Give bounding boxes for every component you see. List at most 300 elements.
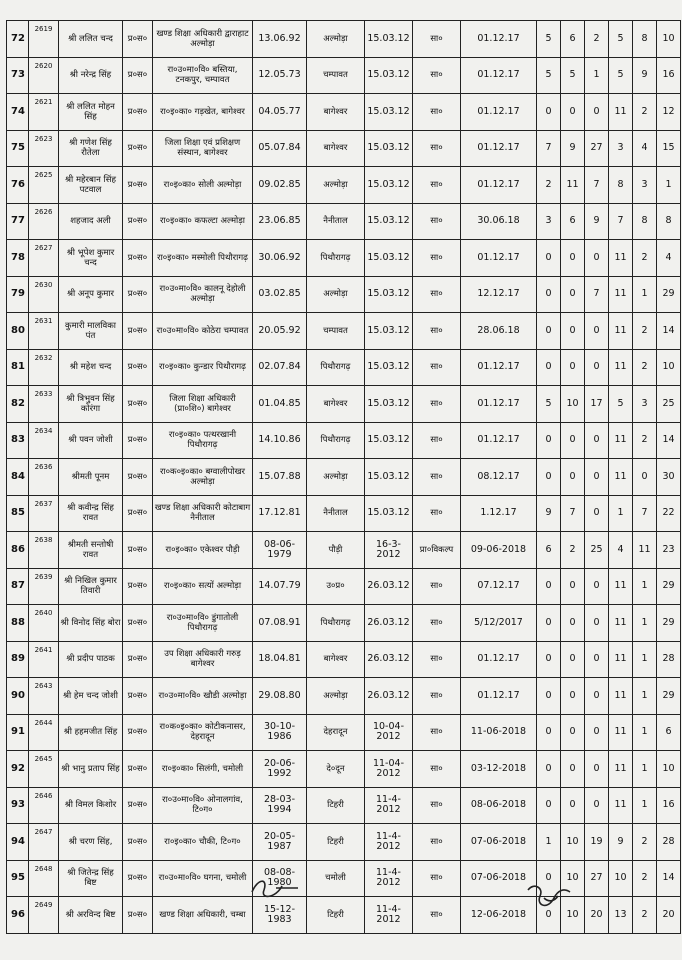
count-4-cell: 11	[609, 787, 633, 824]
count-6-cell: 20	[657, 897, 681, 934]
serial-number-cell: 84	[7, 459, 29, 496]
count-4-cell: 11	[609, 714, 633, 751]
seniority-id-cell: 2641	[29, 641, 59, 678]
count-1-cell: 7	[537, 130, 561, 167]
category-cell: सा०	[413, 167, 461, 204]
employee-name-cell: श्री गणेश सिंह रौतेला	[59, 130, 123, 167]
count-5-cell: 1	[633, 568, 657, 605]
serial-number-cell: 80	[7, 313, 29, 350]
posting-place-cell: रा०इ०का० पत्थरखानी पिथौरागढ़	[153, 422, 253, 459]
count-6-cell: 12	[657, 94, 681, 131]
count-4-cell: 11	[609, 459, 633, 496]
employee-name-cell: श्री ललित मोहन सिंह	[59, 94, 123, 131]
count-3-cell: 0	[585, 787, 609, 824]
home-district-cell: अल्मोड़ा	[307, 459, 365, 496]
home-district-cell: उ०प्र०	[307, 568, 365, 605]
seniority-id-cell: 2636	[29, 459, 59, 496]
count-3-cell: 0	[585, 641, 609, 678]
count-5-cell: 2	[633, 240, 657, 277]
count-5-cell: 0	[633, 459, 657, 496]
serial-number-cell: 86	[7, 532, 29, 569]
serial-number-cell: 93	[7, 787, 29, 824]
count-2-cell: 7	[561, 495, 585, 532]
posting-place-cell: उप शिक्षा अधिकारी गरुड़ बागेश्वर	[153, 641, 253, 678]
home-district-cell: बागेश्वर	[307, 386, 365, 423]
seniority-id-cell: 2620	[29, 57, 59, 94]
count-5-cell: 9	[633, 57, 657, 94]
home-district-cell: बागेश्वर	[307, 641, 365, 678]
count-3-cell: 0	[585, 568, 609, 605]
serial-number-cell: 88	[7, 605, 29, 642]
joining-date-cell: 15.03.12	[365, 276, 413, 313]
count-5-cell: 4	[633, 130, 657, 167]
joining-date-cell: 26.03.12	[365, 678, 413, 715]
table-row	[7, 568, 681, 605]
count-6-cell: 29	[657, 605, 681, 642]
serial-number-cell: 74	[7, 94, 29, 131]
table-row	[7, 386, 681, 423]
post-cell: प्र०स०	[123, 422, 153, 459]
count-3-cell: 0	[585, 678, 609, 715]
count-1-cell: 6	[537, 532, 561, 569]
count-1-cell: 0	[537, 787, 561, 824]
home-district-cell: पिथौरागढ़	[307, 349, 365, 386]
category-cell: सा०	[413, 94, 461, 131]
table-row	[7, 94, 681, 131]
category-cell: सा०	[413, 495, 461, 532]
count-3-cell: 0	[585, 751, 609, 788]
count-1-cell: 2	[537, 167, 561, 204]
count-4-cell: 11	[609, 313, 633, 350]
birth-date-cell: 02.07.84	[253, 349, 307, 386]
posting-place-cell: खण्ड शिक्षा अधिकारी, चम्बा	[153, 897, 253, 934]
count-3-cell: 0	[585, 495, 609, 532]
serial-number-cell: 96	[7, 897, 29, 934]
home-district-cell: बागेश्वर	[307, 130, 365, 167]
count-1-cell: 0	[537, 860, 561, 897]
count-3-cell: 0	[585, 240, 609, 277]
category-cell: सा०	[413, 313, 461, 350]
count-3-cell: 19	[585, 824, 609, 861]
count-4-cell: 11	[609, 349, 633, 386]
count-6-cell: 4	[657, 240, 681, 277]
home-district-cell: अल्मोड़ा	[307, 21, 365, 58]
count-2-cell: 0	[561, 678, 585, 715]
relieving-date-cell: 12.12.17	[461, 276, 537, 313]
count-4-cell: 11	[609, 94, 633, 131]
category-cell: सा०	[413, 860, 461, 897]
count-4-cell: 9	[609, 824, 633, 861]
serial-number-cell: 92	[7, 751, 29, 788]
seniority-id-cell: 2619	[29, 21, 59, 58]
birth-date-cell: 14.07.79	[253, 568, 307, 605]
joining-date-cell: 15.03.12	[365, 94, 413, 131]
count-6-cell: 22	[657, 495, 681, 532]
count-5-cell: 1	[633, 751, 657, 788]
seniority-id-cell: 2648	[29, 860, 59, 897]
count-1-cell: 0	[537, 568, 561, 605]
count-6-cell: 23	[657, 532, 681, 569]
joining-date-cell: 15.03.12	[365, 240, 413, 277]
relieving-date-cell: 01.12.17	[461, 240, 537, 277]
count-5-cell: 2	[633, 94, 657, 131]
relieving-date-cell: 09-06-2018	[461, 532, 537, 569]
employee-name-cell: श्री ललित चन्द	[59, 21, 123, 58]
home-district-cell: दे०दून	[307, 751, 365, 788]
seniority-id-cell: 2645	[29, 751, 59, 788]
category-cell: सा०	[413, 568, 461, 605]
birth-date-cell: 03.02.85	[253, 276, 307, 313]
serial-number-cell: 82	[7, 386, 29, 423]
posting-place-cell: रा०क०इ०का० बग्वालीपोखर अल्मोड़ा	[153, 459, 253, 496]
count-2-cell: 10	[561, 824, 585, 861]
relieving-date-cell: 08-06-2018	[461, 787, 537, 824]
table-row	[7, 532, 681, 569]
count-4-cell: 11	[609, 605, 633, 642]
table-row	[7, 130, 681, 167]
count-4-cell: 11	[609, 678, 633, 715]
table-row	[7, 57, 681, 94]
signature-left	[246, 874, 306, 902]
count-2-cell: 0	[561, 276, 585, 313]
joining-date-cell: 26.03.12	[365, 605, 413, 642]
employee-name-cell: शहजाद अली	[59, 203, 123, 240]
seniority-id-cell: 2639	[29, 568, 59, 605]
table-row	[7, 495, 681, 532]
post-cell: प्र०स०	[123, 787, 153, 824]
birth-date-cell: 20-05-1987	[253, 824, 307, 861]
home-district-cell: देहरादून	[307, 714, 365, 751]
relieving-date-cell: 01.12.17	[461, 21, 537, 58]
joining-date-cell: 10-04-2012	[365, 714, 413, 751]
category-cell: सा०	[413, 21, 461, 58]
count-1-cell: 0	[537, 94, 561, 131]
count-5-cell: 1	[633, 276, 657, 313]
serial-number-cell: 75	[7, 130, 29, 167]
serial-number-cell: 87	[7, 568, 29, 605]
home-district-cell: नैनीताल	[307, 495, 365, 532]
count-2-cell: 0	[561, 568, 585, 605]
count-5-cell: 1	[633, 787, 657, 824]
birth-date-cell: 20.05.92	[253, 313, 307, 350]
table-row	[7, 824, 681, 861]
employee-name-cell: श्री पवन जोशी	[59, 422, 123, 459]
birth-date-cell: 08-08-1980	[253, 860, 307, 897]
home-district-cell: पिथौरागढ़	[307, 240, 365, 277]
category-cell: सा०	[413, 678, 461, 715]
post-cell: प्र०स०	[123, 532, 153, 569]
count-2-cell: 6	[561, 21, 585, 58]
count-1-cell: 0	[537, 641, 561, 678]
count-3-cell: 17	[585, 386, 609, 423]
count-1-cell: 5	[537, 21, 561, 58]
count-1-cell: 5	[537, 57, 561, 94]
count-4-cell: 5	[609, 57, 633, 94]
post-cell: प्र०स०	[123, 386, 153, 423]
count-5-cell: 2	[633, 860, 657, 897]
post-cell: प्र०स०	[123, 897, 153, 934]
employee-name-cell: श्री अनूप कुमार	[59, 276, 123, 313]
count-1-cell: 0	[537, 714, 561, 751]
birth-date-cell: 17.12.81	[253, 495, 307, 532]
posting-place-cell: रा०इ०का० सोली अल्मोड़ा	[153, 167, 253, 204]
joining-date-cell: 15.03.12	[365, 130, 413, 167]
count-3-cell: 1	[585, 57, 609, 94]
posting-place-cell: रा०उ०मा०वि० डुंगातोली पिथौरागढ़	[153, 605, 253, 642]
count-2-cell: 0	[561, 313, 585, 350]
count-6-cell: 16	[657, 57, 681, 94]
joining-date-cell: 15.03.12	[365, 422, 413, 459]
posting-place-cell: खण्ड शिक्षा अधिकारी कोटाबाग नैनीताल	[153, 495, 253, 532]
post-cell: प्र०स०	[123, 94, 153, 131]
employee-name-cell: श्री महेश चन्द	[59, 349, 123, 386]
count-2-cell: 2	[561, 532, 585, 569]
joining-date-cell: 11-4-2012	[365, 824, 413, 861]
count-4-cell: 1	[609, 495, 633, 532]
posting-place-cell: रा०उ०मा०वि० कालनू देहोली अल्मोड़ा	[153, 276, 253, 313]
count-6-cell: 8	[657, 203, 681, 240]
relieving-date-cell: 07-06-2018	[461, 824, 537, 861]
count-3-cell: 0	[585, 605, 609, 642]
table-row	[7, 787, 681, 824]
count-4-cell: 4	[609, 532, 633, 569]
seniority-id-cell: 2640	[29, 605, 59, 642]
birth-date-cell: 15.07.88	[253, 459, 307, 496]
serial-number-cell: 89	[7, 641, 29, 678]
joining-date-cell: 15.03.12	[365, 349, 413, 386]
count-3-cell: 9	[585, 203, 609, 240]
count-1-cell: 0	[537, 605, 561, 642]
count-2-cell: 11	[561, 167, 585, 204]
table-row	[7, 313, 681, 350]
count-3-cell: 0	[585, 349, 609, 386]
count-5-cell: 2	[633, 824, 657, 861]
count-2-cell: 10	[561, 860, 585, 897]
post-cell: प्र०स०	[123, 313, 153, 350]
posting-place-cell: रा०इ०का० सत्यों अल्मोड़ा	[153, 568, 253, 605]
count-4-cell: 11	[609, 276, 633, 313]
birth-date-cell: 28-03-1994	[253, 787, 307, 824]
table-row	[7, 422, 681, 459]
relieving-date-cell: 1.12.17	[461, 495, 537, 532]
post-cell: प्र०स०	[123, 21, 153, 58]
employee-name-cell: श्री त्रिभुवन सिंह कोरंगा	[59, 386, 123, 423]
joining-date-cell: 15.03.12	[365, 203, 413, 240]
category-cell: सा०	[413, 787, 461, 824]
birth-date-cell: 09.02.85	[253, 167, 307, 204]
category-cell: सा०	[413, 130, 461, 167]
relieving-date-cell: 01.12.17	[461, 386, 537, 423]
count-1-cell: 5	[537, 386, 561, 423]
posting-place-cell: रा०इ०का० गड़खेत, बागेश्वर	[153, 94, 253, 131]
count-5-cell: 11	[633, 532, 657, 569]
birth-date-cell: 04.05.77	[253, 94, 307, 131]
home-district-cell: बागेश्वर	[307, 94, 365, 131]
category-cell: सा०	[413, 897, 461, 934]
joining-date-cell: 11-04-2012	[365, 751, 413, 788]
employee-name-cell: श्री कवीन्द्र सिंह रावत	[59, 495, 123, 532]
count-1-cell: 9	[537, 495, 561, 532]
seniority-id-cell: 2633	[29, 386, 59, 423]
employee-name-cell: कुमारी मालविका पंत	[59, 313, 123, 350]
home-district-cell: पौड़ी	[307, 532, 365, 569]
birth-date-cell: 20-06-1992	[253, 751, 307, 788]
count-3-cell: 27	[585, 860, 609, 897]
relieving-date-cell: 12-06-2018	[461, 897, 537, 934]
count-5-cell: 2	[633, 897, 657, 934]
birth-date-cell: 15-12-1983	[253, 897, 307, 934]
count-4-cell: 11	[609, 568, 633, 605]
birth-date-cell: 05.07.84	[253, 130, 307, 167]
serial-number-cell: 76	[7, 167, 29, 204]
seniority-id-cell: 2627	[29, 240, 59, 277]
employee-name-cell: श्री भूपेश कुमार चन्द	[59, 240, 123, 277]
count-6-cell: 29	[657, 276, 681, 313]
count-6-cell: 14	[657, 860, 681, 897]
serial-number-cell: 90	[7, 678, 29, 715]
category-cell: सा०	[413, 57, 461, 94]
seniority-id-cell: 2646	[29, 787, 59, 824]
post-cell: प्र०स०	[123, 349, 153, 386]
count-3-cell: 27	[585, 130, 609, 167]
employee-name-cell: श्री निखिल कुमार तिवारी	[59, 568, 123, 605]
seniority-id-cell: 2644	[29, 714, 59, 751]
count-5-cell: 8	[633, 21, 657, 58]
employee-name-cell: श्री प्रदीप पाठक	[59, 641, 123, 678]
home-district-cell: अल्मोड़ा	[307, 167, 365, 204]
table-row	[7, 897, 681, 934]
count-5-cell: 3	[633, 167, 657, 204]
count-2-cell: 10	[561, 386, 585, 423]
count-3-cell: 0	[585, 459, 609, 496]
birth-date-cell: 14.10.86	[253, 422, 307, 459]
count-3-cell: 7	[585, 167, 609, 204]
post-cell: प्र०स०	[123, 57, 153, 94]
serial-number-cell: 78	[7, 240, 29, 277]
count-2-cell: 0	[561, 751, 585, 788]
count-5-cell: 1	[633, 678, 657, 715]
employee-name-cell: श्री विमल किशोर	[59, 787, 123, 824]
birth-date-cell: 01.04.85	[253, 386, 307, 423]
relieving-date-cell: 01.12.17	[461, 94, 537, 131]
count-5-cell: 2	[633, 422, 657, 459]
seniority-id-cell: 2626	[29, 203, 59, 240]
table-row	[7, 167, 681, 204]
count-4-cell: 7	[609, 203, 633, 240]
count-6-cell: 10	[657, 21, 681, 58]
table-body	[7, 21, 681, 934]
seniority-id-cell: 2630	[29, 276, 59, 313]
home-district-cell: पिथौरागढ़	[307, 605, 365, 642]
table-row	[7, 751, 681, 788]
count-6-cell: 29	[657, 568, 681, 605]
posting-place-cell: रा०उ०मा०वि० ओनालगांव, टि०ग०	[153, 787, 253, 824]
count-6-cell: 30	[657, 459, 681, 496]
count-2-cell: 0	[561, 605, 585, 642]
post-cell: प्र०स०	[123, 568, 153, 605]
home-district-cell: टिहरी	[307, 897, 365, 934]
serial-number-cell: 73	[7, 57, 29, 94]
count-5-cell: 7	[633, 495, 657, 532]
employee-name-cell: श्री नरेन्द्र सिंह	[59, 57, 123, 94]
posting-place-cell: रा०उ०मा०वि० बस्तिया, टनकपुर, चम्पावत	[153, 57, 253, 94]
count-5-cell: 2	[633, 349, 657, 386]
post-cell: प्र०स०	[123, 495, 153, 532]
seniority-id-cell: 2623	[29, 130, 59, 167]
post-cell: प्र०स०	[123, 751, 153, 788]
count-6-cell: 14	[657, 422, 681, 459]
count-5-cell: 8	[633, 203, 657, 240]
count-2-cell: 0	[561, 94, 585, 131]
joining-date-cell: 26.03.12	[365, 568, 413, 605]
table-row	[7, 459, 681, 496]
category-cell: सा०	[413, 605, 461, 642]
birth-date-cell: 29.08.80	[253, 678, 307, 715]
seniority-id-cell: 2632	[29, 349, 59, 386]
count-4-cell: 11	[609, 240, 633, 277]
seniority-id-cell: 2634	[29, 422, 59, 459]
count-1-cell: 0	[537, 422, 561, 459]
employee-name-cell: श्री विनोद सिंह बोरा	[59, 605, 123, 642]
serial-number-cell: 85	[7, 495, 29, 532]
count-4-cell: 8	[609, 167, 633, 204]
category-cell: सा०	[413, 824, 461, 861]
home-district-cell: अल्मोड़ा	[307, 276, 365, 313]
home-district-cell: टिहरी	[307, 824, 365, 861]
posting-place-cell: रा०इ०का० मस्मोली पिथौरागढ़	[153, 240, 253, 277]
relieving-date-cell: 07-06-2018	[461, 860, 537, 897]
count-6-cell: 16	[657, 787, 681, 824]
category-cell: सा०	[413, 641, 461, 678]
birth-date-cell: 07.08.91	[253, 605, 307, 642]
employee-name-cell: श्री भानु प्रताप सिंह	[59, 751, 123, 788]
seniority-id-cell: 2647	[29, 824, 59, 861]
category-cell: सा०	[413, 349, 461, 386]
home-district-cell: टिहरी	[307, 787, 365, 824]
serial-number-cell: 72	[7, 21, 29, 58]
post-cell: प्र०स०	[123, 240, 153, 277]
post-cell: प्र०स०	[123, 714, 153, 751]
count-6-cell: 29	[657, 678, 681, 715]
category-cell: सा०	[413, 386, 461, 423]
relieving-date-cell: 11-06-2018	[461, 714, 537, 751]
posting-place-cell: रा०इ०का० सिलंगी, चमोली	[153, 751, 253, 788]
category-cell: सा०	[413, 240, 461, 277]
posting-place-cell: रा०इ०का० एकेश्वर पौड़ी	[153, 532, 253, 569]
joining-date-cell: 11-4-2012	[365, 860, 413, 897]
joining-date-cell: 15.03.12	[365, 57, 413, 94]
post-cell: प्र०स०	[123, 459, 153, 496]
count-2-cell: 0	[561, 422, 585, 459]
seniority-id-cell: 2649	[29, 897, 59, 934]
table-row	[7, 860, 681, 897]
joining-date-cell: 15.03.12	[365, 167, 413, 204]
post-cell: प्र०स०	[123, 167, 153, 204]
count-4-cell: 5	[609, 21, 633, 58]
category-cell: सा०	[413, 459, 461, 496]
employee-name-cell: श्रीमती सन्तोषी रावत	[59, 532, 123, 569]
employee-name-cell: श्री अरविन्द बिष्ट	[59, 897, 123, 934]
count-2-cell: 0	[561, 787, 585, 824]
count-6-cell: 6	[657, 714, 681, 751]
serial-number-cell: 91	[7, 714, 29, 751]
seniority-id-cell: 2621	[29, 94, 59, 131]
category-cell: सा०	[413, 422, 461, 459]
posting-place-cell: जिला शिक्षा अधिकारी (प्रा०शि०) बागेश्वर	[153, 386, 253, 423]
post-cell: प्र०स०	[123, 641, 153, 678]
count-4-cell: 3	[609, 130, 633, 167]
joining-date-cell: 16-3-2012	[365, 532, 413, 569]
